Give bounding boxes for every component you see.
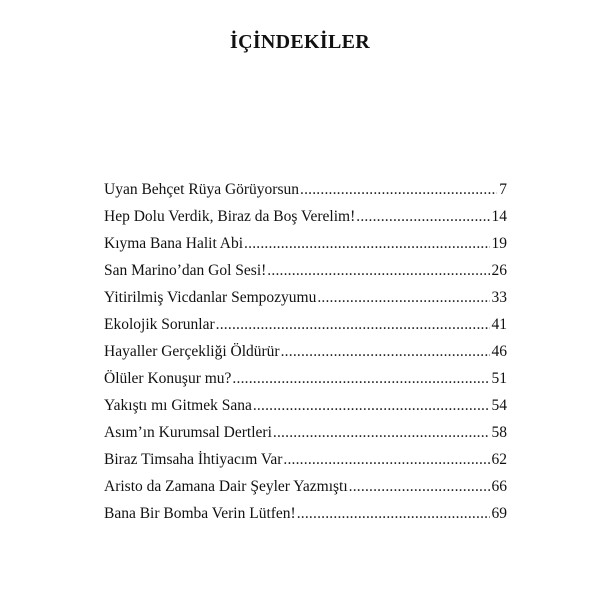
toc-dot-leader (232, 370, 489, 388)
toc-entry-title: Ekolojik Sorunlar (104, 316, 215, 333)
toc-entry[interactable] (104, 370, 507, 397)
toc-entry-title: San Marino’dan Gol Sesi! (104, 262, 267, 279)
toc-entry[interactable] (104, 478, 507, 505)
toc-entry-title: Asım’ın Kurumsal Dertleri (104, 424, 272, 441)
toc-entry[interactable] (104, 262, 507, 289)
toc-entry[interactable] (104, 505, 507, 532)
toc-entry[interactable] (104, 289, 507, 316)
toc-entry-page: 7 (499, 181, 507, 198)
table-of-contents (104, 181, 507, 532)
toc-dot-leader (356, 208, 489, 226)
toc-entry[interactable] (104, 316, 507, 343)
toc-entry[interactable] (104, 235, 507, 262)
toc-entry[interactable] (104, 451, 507, 478)
toc-entry-title: Ölüler Konuşur mu? (104, 370, 232, 387)
toc-dot-leader (253, 397, 490, 415)
toc-entry[interactable] (104, 343, 507, 370)
toc-entry[interactable] (104, 181, 507, 208)
toc-entry-page: 46 (491, 343, 507, 360)
toc-entry-page: 66 (491, 478, 507, 495)
toc-dot-leader (297, 505, 490, 523)
toc-entry-page: 62 (491, 451, 507, 468)
toc-dot-leader (281, 343, 490, 361)
toc-entry[interactable] (104, 424, 507, 451)
toc-dot-leader (349, 478, 490, 496)
page-title: İÇİNDEKİLER (230, 31, 370, 54)
toc-entry-title: Hep Dolu Verdik, Biraz da Boş Verelim! (104, 208, 356, 225)
toc-dot-leader (267, 262, 489, 280)
toc-entry-title: Bana Bir Bomba Verin Lütfen! (104, 505, 296, 522)
toc-entry-title: Kıyma Bana Halit Abi (104, 235, 244, 252)
toc-entry-page: 54 (491, 397, 507, 414)
toc-dot-leader (317, 289, 489, 307)
toc-entry-title: Aristo da Zamana Dair Şeyler Yazmıştı (104, 478, 348, 495)
toc-entry-page: 33 (491, 289, 507, 306)
toc-dot-leader (216, 316, 490, 334)
toc-dot-leader (244, 235, 489, 253)
toc-entry-page: 19 (491, 235, 507, 252)
toc-entry-page: 41 (491, 316, 507, 333)
toc-entry-page: 51 (491, 370, 507, 387)
toc-entry-title: Uyan Behçet Rüya Görüyorsun (104, 181, 299, 198)
toc-entry[interactable] (104, 397, 507, 424)
toc-entry-page: 69 (491, 505, 507, 522)
toc-dot-leader (283, 451, 489, 469)
toc-entry-title: Yitirilmiş Vicdanlar Sempozyumu (104, 289, 317, 306)
toc-entry-title: Biraz Timsaha İhtiyacım Var (104, 451, 283, 468)
toc-entry-page: 58 (491, 424, 507, 441)
toc-entry-page: 14 (491, 208, 507, 225)
toc-entry-title: Yakıştı mı Gitmek Sana (104, 397, 252, 414)
toc-entry-title: Hayaller Gerçekliği Öldürür (104, 343, 280, 360)
toc-entry-page: 26 (491, 262, 507, 279)
toc-dot-leader (273, 424, 490, 442)
toc-dot-leader (300, 181, 497, 199)
toc-entry[interactable] (104, 208, 507, 235)
